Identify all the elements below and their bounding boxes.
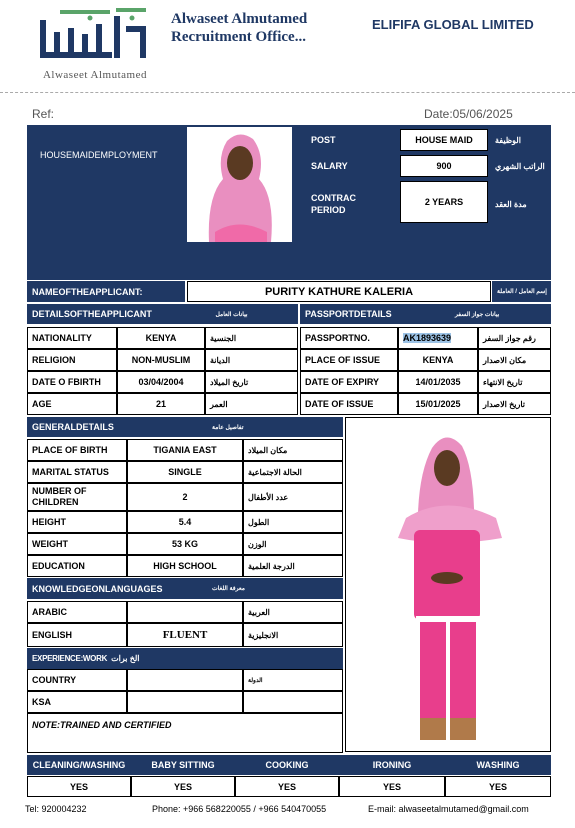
issue-date-label: DATE OF ISSUE <box>300 393 398 415</box>
note-cell <box>27 713 343 753</box>
photo-full-body <box>345 417 551 752</box>
weight-arabic: الوزن <box>243 533 343 555</box>
skill-value-ironing: YES <box>339 776 445 797</box>
ksa-value <box>127 691 243 713</box>
skill-header-ironing: IRONING <box>339 755 445 775</box>
salary-label: SALARY <box>306 153 398 179</box>
education-value: HIGH SCHOOL <box>127 555 243 577</box>
dob-label: DATE O FBIRTH <box>27 371 117 393</box>
salary-value: 900 <box>400 155 488 177</box>
age-value: 21 <box>117 393 205 415</box>
education-label: EDUCATION <box>27 555 127 577</box>
place-issue-value: KENYA <box>398 349 478 371</box>
note-text: NOTE:TRAINED AND CERTIFIED <box>32 720 172 730</box>
skill-value-washing: YES <box>445 776 551 797</box>
education-arabic: الدرجة العلمية <box>243 555 343 577</box>
photo-portrait <box>187 127 292 242</box>
full-body-figure-icon <box>346 418 551 752</box>
religion-label: RELIGION <box>27 349 117 371</box>
religion-value: NON-MUSLIM <box>117 349 205 371</box>
issue-date-value: 15/01/2025 <box>398 393 478 415</box>
pob-arabic: مكان الميلاد <box>243 439 343 461</box>
office-name-line1: Alwaseet Almutamed <box>171 11 308 27</box>
section-label-housemaid: HOUSEMAIDEMPLOYMENT <box>40 150 158 160</box>
english-lang-arabic: الانجليزية <box>243 623 343 647</box>
nationality-arabic: الجنسية <box>205 327 298 349</box>
dob-arabic: تاريخ الميلاد <box>205 371 298 393</box>
skill-value-cleaning: YES <box>27 776 131 797</box>
experience-header-arabic: الخ برات <box>111 654 140 663</box>
general-header-arabic: تفاصيل عامة <box>207 417 343 437</box>
passport-no-label: PASSPORTNO. <box>300 327 398 349</box>
dob-value: 03/04/2004 <box>117 371 205 393</box>
nationality-label: NATIONALITY <box>27 327 117 349</box>
passport-header: PASSPORTDETAILS <box>300 304 450 324</box>
contract-label-text: CONTRAC PERIOD <box>311 193 356 215</box>
expiry-label: DATE OF EXPIRY <box>300 371 398 393</box>
general-header: GENERALDETAILS <box>27 417 207 437</box>
portrait-figure-icon <box>187 127 292 242</box>
skill-value-cooking: YES <box>235 776 339 797</box>
passport-header-arabic: بيانات جواز السفر <box>450 304 551 324</box>
age-arabic: العمر <box>205 393 298 415</box>
english-lang-value: FLUENT <box>127 623 243 647</box>
skill-header-baby-sitting: BABY SITTING <box>131 755 235 775</box>
experience-header <box>27 648 343 669</box>
header-divider <box>0 92 575 93</box>
languages-header: KNOWLEDGEONLANGUAGES <box>27 578 207 599</box>
languages-header-arabic: معرفة اللغات <box>207 578 343 599</box>
post-label: POST <box>306 128 398 152</box>
details-header: DETAILSOFTHEAPPLICANT <box>27 304 165 324</box>
date-label: Date:05/06/2025 <box>424 107 513 121</box>
logo-mark-icon <box>30 4 160 66</box>
skill-header-cleaning: CLEANING/WASHING <box>27 755 131 775</box>
arabic-lang-arabic: العربية <box>243 601 343 623</box>
office-name <box>171 10 307 46</box>
expiry-arabic: تاريخ الانتهاء <box>478 371 551 393</box>
nationality-value: KENYA <box>117 327 205 349</box>
children-label-text: NUMBER OF CHILDREN <box>32 486 87 507</box>
place-issue-label: PLACE OF ISSUE <box>300 349 398 371</box>
ksa-label: KSA <box>27 691 127 713</box>
pob-label: PLACE OF BIRTH <box>27 439 127 461</box>
marital-arabic: الحالة الاجتماعية <box>243 461 343 483</box>
passport-no-value <box>398 327 478 349</box>
experience-header-label: EXPERIENCE:WORK <box>32 654 108 663</box>
marital-label: MARITAL STATUS <box>27 461 127 483</box>
footer-tel: Tel: 920004232 <box>25 804 87 814</box>
logo <box>30 4 160 80</box>
details-header-arabic: بيانات العامل <box>165 304 298 324</box>
height-label: HEIGHT <box>27 511 127 533</box>
country-label: COUNTRY <box>27 669 127 691</box>
country-value <box>127 669 243 691</box>
applicant-name-value: PURITY KATHURE KALERIA <box>187 281 491 302</box>
place-issue-arabic: مكان الاصدار <box>478 349 551 371</box>
children-arabic: عدد الأطفال <box>243 483 343 511</box>
applicant-name-arabic: إسم العامل / العاملة <box>492 281 551 302</box>
footer-phone: Phone: +966 568220055 / +966 540470055 <box>152 804 327 814</box>
skill-value-baby-sitting: YES <box>131 776 235 797</box>
children-label <box>27 483 127 511</box>
footer-email[interactable]: E-mail: alwaseetalmutamed@gmail.com <box>368 804 529 814</box>
contract-arabic: مدة العقد <box>490 181 550 227</box>
applicant-name-label: NAMEOFTHEAPPLICANT: <box>27 281 185 302</box>
contract-value: 2 YEARS <box>400 181 488 223</box>
issue-date-arabic: تاريخ الاصدار <box>478 393 551 415</box>
weight-value: 53 KG <box>127 533 243 555</box>
marital-value: SINGLE <box>127 461 243 483</box>
age-label: AGE <box>27 393 117 415</box>
passport-no-text: AK1893639 <box>403 333 452 343</box>
post-arabic: الوظيفة <box>490 128 550 152</box>
skill-header-cooking: COOKING <box>235 755 339 775</box>
post-value: HOUSE MAID <box>400 129 488 151</box>
ref-label: Ref: <box>32 107 55 121</box>
religion-arabic: الديانة <box>205 349 298 371</box>
arabic-lang-value <box>127 601 243 623</box>
height-arabic: الطول <box>243 511 343 533</box>
contract-label <box>306 181 398 227</box>
weight-label: WEIGHT <box>27 533 127 555</box>
passport-no-arabic: رقم جواز السفر <box>478 327 551 349</box>
salary-arabic: الراتب الشهري <box>490 153 550 179</box>
logo-caption: Alwaseet Almutamed <box>42 69 147 81</box>
arabic-lang-label: ARABIC <box>27 601 127 623</box>
skill-header-washing: WASHING <box>445 755 551 775</box>
height-value: 5.4 <box>127 511 243 533</box>
english-lang-label: ENGLISH <box>27 623 127 647</box>
company-name: ELIFIFA GLOBAL LIMITED <box>372 17 534 32</box>
children-value: 2 <box>127 483 243 511</box>
pob-value: TIGANIA EAST <box>127 439 243 461</box>
office-name-line2: Recruitment Office... <box>171 29 306 45</box>
country-arabic: الدولة <box>243 669 343 691</box>
ksa-arabic <box>243 691 343 713</box>
expiry-value: 14/01/2035 <box>398 371 478 393</box>
